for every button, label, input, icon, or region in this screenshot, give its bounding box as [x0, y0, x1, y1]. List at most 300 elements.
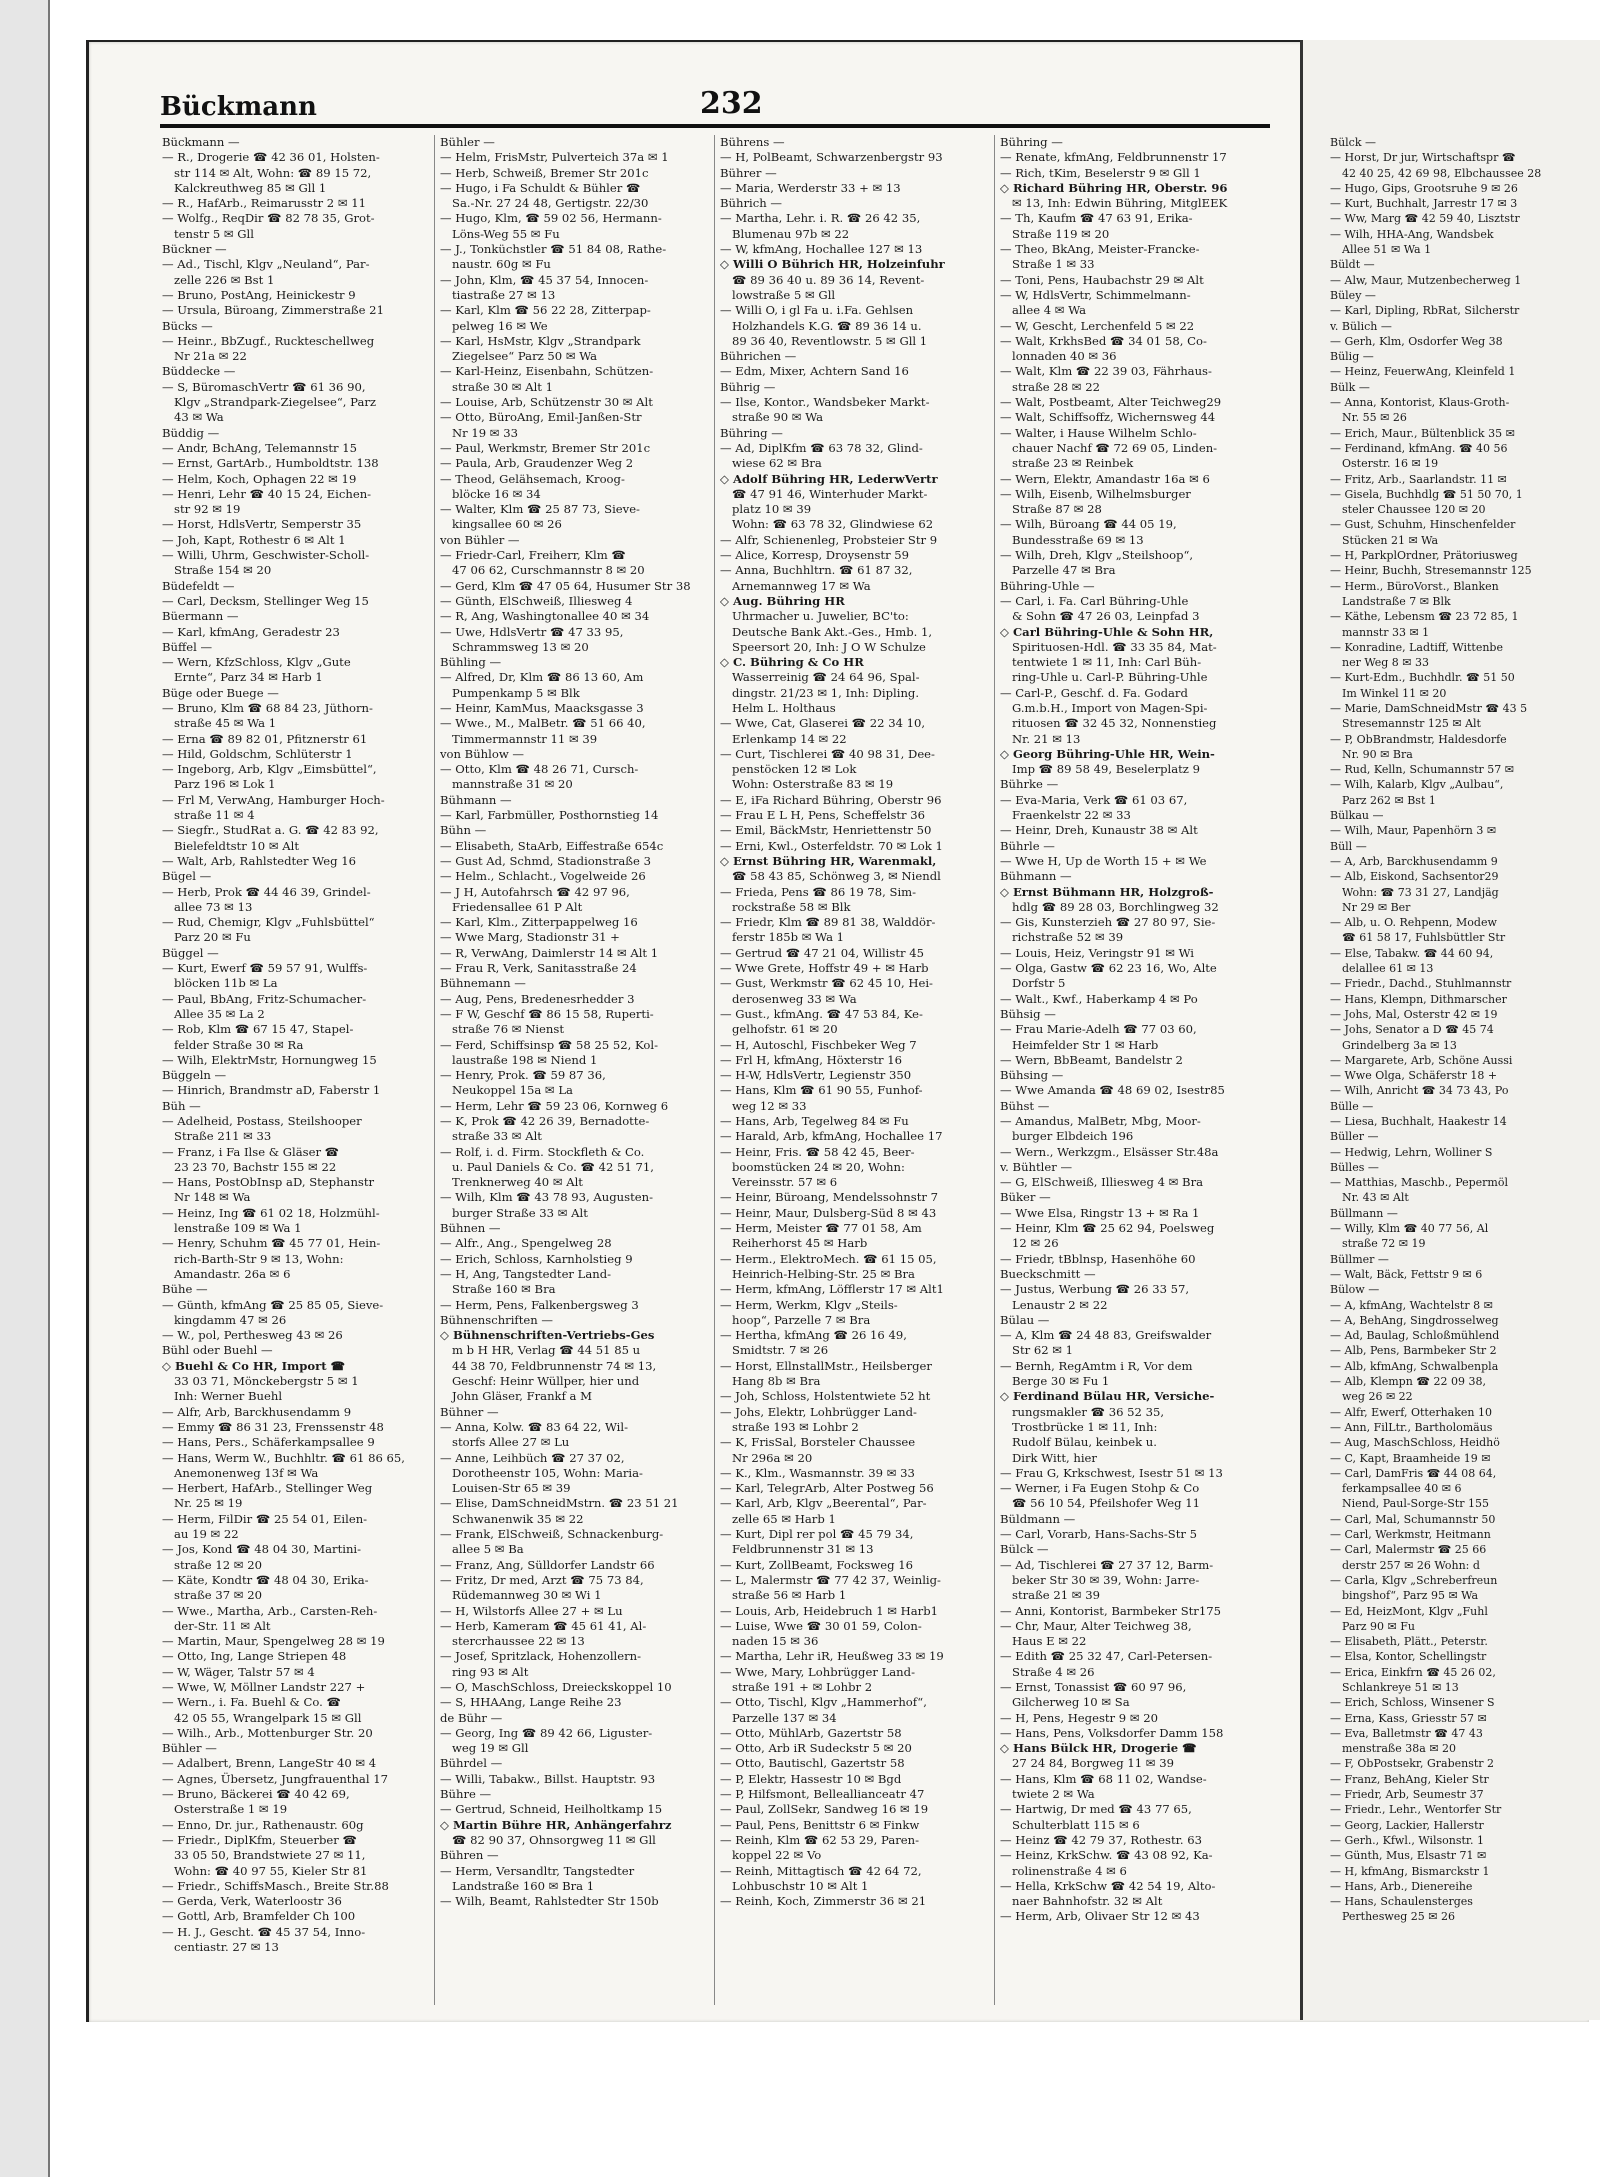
directory-line: Osterstr. 16 ✉ 19: [1342, 457, 1439, 471]
directory-line: — Hugo, Klm, ☎ 59 02 56, Hermann-: [440, 211, 662, 226]
directory-line: — Frau Marie-Adelh ☎ 77 03 60,: [1000, 1022, 1197, 1037]
directory-line: — Hedwig, Lehrn, Wolliner S: [1330, 1145, 1493, 1159]
directory-line: — Otto, Tischl, Klgv „Hammerhof“,: [720, 1695, 927, 1710]
directory-line: m b H HR, Verlag ☎ 44 51 85 u: [452, 1343, 641, 1358]
directory-line: — Wern., i. Fa. Buehl & Co. ☎: [162, 1695, 341, 1710]
directory-line: — Georg, Ing ☎ 89 42 66, Liguster-: [440, 1725, 653, 1740]
directory-line: — Gerh., Kfwl., Wilsonstr. 1: [1330, 1833, 1484, 1847]
directory-line: — Karl, kfmAng, Geradestr 23: [162, 624, 340, 639]
directory-line: Schrammsweg 13 ✉ 20: [452, 639, 589, 654]
column-5: [1330, 135, 1595, 2005]
directory-line: Bülau —: [1000, 1312, 1050, 1327]
directory-line: Büffel —: [162, 639, 213, 654]
directory-line: menstraße 38a ✉ 20: [1342, 1742, 1457, 1756]
directory-line: ☎ 56 10 54, Pfeilshofer Weg 11: [1012, 1496, 1200, 1511]
directory-line: straße 33 ✉ Alt: [452, 1129, 542, 1144]
directory-line: — A, kfmAng, Wachtelstr 8 ✉: [1330, 1298, 1493, 1312]
directory-line: — Hartwig, Dr med ☎ 43 77 65,: [1000, 1802, 1192, 1817]
directory-line: — Alfr, Schienenleg, Probsteier Str 9: [720, 532, 938, 547]
directory-line: Imp ☎ 89 58 49, Beselerplatz 9: [1012, 762, 1200, 777]
directory-line: — Enno, Dr. jur., Rathenaustr. 60g: [162, 1817, 364, 1832]
directory-line: — O, MaschSchloss, Dreieckskoppel 10: [440, 1679, 672, 1694]
directory-line: — P, Elektr, Hassestr 10 ✉ Bgd: [720, 1771, 902, 1786]
directory-line: — Agnes, Übersetz, Jungfrauenthal 17: [162, 1771, 388, 1786]
directory-line: — Louis, Heiz, Veringstr 91 ✉ Wi: [1000, 945, 1195, 960]
directory-line: — H, Pens, Hegestr 9 ✉ 20: [1000, 1710, 1158, 1725]
directory-line: — Wwe H, Up de Worth 15 + ✉ We: [1000, 853, 1207, 868]
directory-line: — A, BehAng, Singdrosselweg: [1330, 1313, 1499, 1327]
directory-line: — Wolfg., ReqDir ☎ 82 78 35, Grot-: [162, 211, 375, 226]
directory-line: — Karl, TelegrArb, Alter Postweg 56: [720, 1481, 934, 1496]
directory-line: — Wilh., Arb., Mottenburger Str. 20: [162, 1725, 373, 1740]
directory-line: — Siegfr., StudRat a. G. ☎ 42 83 92,: [162, 823, 379, 838]
directory-line: — W., pol, Perthesweg 43 ✉ 26: [162, 1328, 343, 1343]
directory-line: Bühmann —: [1000, 869, 1072, 884]
directory-line: — Werner, i Fa Eugen Stohp & Co: [1000, 1481, 1200, 1496]
directory-line: u. Paul Daniels & Co. ☎ 42 51 71,: [452, 1159, 654, 1174]
directory-line: Heimfelder Str 1 ✉ Harb: [1012, 1037, 1159, 1052]
directory-line: — Alb, u. O. Rehpenn, Modew: [1330, 916, 1497, 930]
directory-line: — Emil, BäckMstr, Henriettenstr 50: [720, 823, 932, 838]
directory-line: straße 90 ✉ Wa: [732, 410, 824, 425]
directory-line: Lenaustr 2 ✉ 22: [1012, 1297, 1108, 1312]
directory-line: Bücks —: [162, 318, 213, 333]
directory-line: Bühmann —: [440, 792, 512, 807]
directory-line: Stücken 21 ✉ Wa: [1342, 533, 1439, 547]
directory-line: centiastr. 27 ✉ 13: [174, 1940, 279, 1955]
directory-line: Nr. 55 ✉ 26: [1342, 411, 1407, 425]
directory-line: Trenknerweg 40 ✉ Alt: [452, 1175, 583, 1190]
directory-line: Bühring —: [720, 425, 783, 440]
directory-line: — Anna, Kontorist, Klaus-Groth-: [1330, 396, 1510, 410]
directory-line: ◇ Willi O Bührich HR, Holzeinfuhr: [720, 257, 945, 272]
directory-line: — Friedr., SchiffsMasch., Breite Str.88: [162, 1878, 389, 1893]
directory-line: gelhofstr. 61 ✉ 20: [732, 1022, 838, 1037]
directory-line: Straße 154 ✉ 20: [174, 563, 272, 578]
directory-line: — Martha, Lehr iR, Heußweg 33 ✉ 19: [720, 1649, 944, 1664]
directory-line: — P, ObBrandmstr, Haldesdorfe: [1330, 732, 1507, 746]
directory-line: — Johs, Elektr, Lohbrügger Land-: [720, 1404, 917, 1419]
directory-line: — Ferdinand, kfmAng. ☎ 40 56: [1330, 441, 1508, 455]
directory-line: Büldmann —: [1000, 1511, 1076, 1526]
directory-line: — Hans, Pers., Schäferkampsallee 9: [162, 1435, 375, 1450]
directory-line: ◇ Bühnenschriften-Vertriebs-Ges: [440, 1328, 655, 1343]
directory-line: — Hugo, i Fa Schuldt & Bühler ☎: [440, 180, 641, 195]
directory-line: — Elisabeth, Plätt., Peterstr.: [1330, 1635, 1488, 1649]
directory-line: — Bruno, Klm ☎ 68 84 23, Jüthorn-: [162, 700, 373, 715]
directory-line: — Hans, Werm W., Buchhltr. ☎ 61 86 65,: [162, 1450, 405, 1465]
directory-line: naustr. 60g ✉ Fu: [452, 257, 551, 272]
directory-line: Löns-Weg 55 ✉ Fu: [452, 226, 560, 241]
directory-line: kingsallee 60 ✉ 26: [452, 517, 562, 532]
directory-line: Bühn —: [440, 823, 487, 838]
directory-line: Nr. 43 ✉ Alt: [1342, 1191, 1409, 1205]
directory-line: mannstr 33 ✉ 1: [1342, 625, 1430, 639]
directory-line: Smidtstr. 7 ✉ 26: [732, 1343, 829, 1358]
directory-line: — Erich, Maur., Bültenblick 35 ✉: [1330, 426, 1515, 440]
directory-line: — Heinr, Klm ☎ 25 62 94, Poelsweg: [1000, 1221, 1215, 1236]
directory-line: lonnaden 40 ✉ 36: [1012, 349, 1117, 364]
directory-line: — Frau E L H, Pens, Scheffelstr 36: [720, 808, 926, 823]
directory-line: — Herm, Lehr ☎ 59 23 06, Kornweg 6: [440, 1098, 669, 1113]
directory-line: — Friedr., DiplKfm, Steuerber ☎: [162, 1832, 357, 1847]
directory-line: Bührke —: [1000, 777, 1059, 792]
directory-line: Pumpenkamp 5 ✉ Blk: [452, 685, 580, 700]
directory-line: — Helm., Schlacht., Vogelweide 26: [440, 869, 646, 884]
directory-line: — Rob, Klm ☎ 67 15 47, Stapel-: [162, 1022, 354, 1037]
directory-line: 33 05 50, Brandstwiete 27 ✉ 11,: [174, 1848, 366, 1863]
directory-line: — Theo, BkAng, Meister-Francke-: [1000, 242, 1200, 257]
directory-line: — Bernh, RegAmtm i R, Vor dem: [1000, 1358, 1193, 1373]
directory-line: rockstraße 58 ✉ Blk: [732, 899, 851, 914]
directory-line: — Luise, Wwe ☎ 30 01 59, Colon-: [720, 1618, 922, 1633]
directory-line: Trostbrücke 1 ✉ 11, Inh:: [1012, 1419, 1158, 1434]
directory-line: G.m.b.H., Import von Magen-Spi-: [1012, 700, 1208, 715]
directory-line: — Herb, Schweiß, Bremer Str 201c: [440, 165, 649, 180]
directory-line: — Friedr., Lehr., Wentorfer Str: [1330, 1803, 1502, 1817]
directory-line: Wasserreinig ☎ 24 64 96, Spal-: [732, 670, 920, 685]
directory-line: Bühler —: [162, 1741, 217, 1756]
directory-line: — Hans, Schaulensterges: [1330, 1895, 1473, 1909]
directory-line: 42 40 25, 42 69 98, Elbchaussee 28: [1342, 166, 1542, 180]
directory-line: — Frieda, Pens ☎ 86 19 78, Sim-: [720, 884, 917, 899]
directory-line: — Paula, Arb, Graudenzer Weg 2: [440, 456, 634, 471]
directory-line: straße 12 ✉ 20: [174, 1557, 262, 1572]
directory-line: ◇ Ferdinand Bülau HR, Versiche-: [1000, 1389, 1215, 1404]
directory-line: — Erica, Einkfrn ☎ 45 26 02,: [1330, 1665, 1496, 1679]
directory-line: 27 24 84, Borgweg 11 ✉ 39: [1012, 1756, 1174, 1771]
directory-line: beker Str 30 ✉ 39, Wohn: Jarre-: [1012, 1572, 1200, 1587]
directory-line: Büermann —: [162, 609, 239, 624]
directory-line: Louisen-Str 65 ✉ 39: [452, 1481, 571, 1496]
directory-line: ◇ Richard Bühring HR, Oberstr. 96: [1000, 180, 1228, 195]
directory-line: — Ilse, Kontor., Wandsbeker Markt-: [720, 395, 930, 410]
directory-line: — K, Prok ☎ 42 26 39, Bernadotte-: [440, 1114, 650, 1128]
directory-line: Rüdemannweg 30 ✉ Wi 1: [452, 1588, 602, 1603]
directory-line: Landstraße 160 ✉ Bra 1: [452, 1878, 595, 1893]
directory-line: — Hild, Goldschm, Schlüterstr 1: [162, 746, 353, 761]
directory-line: Bügel —: [162, 869, 212, 884]
directory-line: Neukoppel 15a ✉ La: [452, 1083, 573, 1098]
directory-line: — Herm, Meister ☎ 77 01 58, Am: [720, 1221, 922, 1236]
directory-line: Allee 35 ✉ La 2: [174, 1006, 265, 1021]
directory-line: — Erni, Kwl., Osterfeldstr. 70 ✉ Lok 1: [720, 838, 943, 853]
directory-line: Parz 20 ✉ Fu: [174, 930, 251, 945]
directory-line: Parzelle 137 ✉ 34: [732, 1710, 837, 1725]
directory-line: — Friedr, Klm ☎ 89 81 38, Walddör-: [720, 915, 936, 930]
directory-line: — Carl, DamFris ☎ 44 08 64,: [1330, 1466, 1497, 1480]
directory-line: — Friedr, Arb, Seumestr 37: [1330, 1788, 1484, 1802]
directory-line: Bülck —: [1000, 1542, 1049, 1557]
directory-line: — Gerh, Klm, Osdorfer Weg 38: [1330, 334, 1503, 348]
directory-line: — Herb, Kameram ☎ 45 61 41, Al-: [440, 1618, 647, 1633]
directory-line: laustraße 198 ✉ Niend 1: [452, 1052, 598, 1067]
page-number: 232: [700, 86, 763, 121]
directory-line: Sa.-Nr. 27 24 48, Gertigstr. 22/30: [452, 196, 649, 211]
directory-line: — H, Wilstorfs Allee 27 + ✉ Lu: [440, 1603, 623, 1618]
directory-line: 33 03 71, Mönckebergstr 5 ✉ 1: [174, 1374, 359, 1389]
directory-line: ferstr 185b ✉ Wa 1: [732, 930, 845, 945]
directory-line: — Anni, Kontorist, Barmbeker Str175: [1000, 1603, 1221, 1618]
directory-line: — Hinrich, Brandmstr aD, Faberstr 1: [162, 1083, 381, 1098]
directory-line: — Rich, tKim, Beselerstr 9 ✉ Gll 1: [1000, 165, 1201, 180]
directory-line: Inh: Werner Buehl: [174, 1389, 283, 1404]
directory-line: Wohn: ☎ 73 31 27, Landjäg: [1342, 885, 1499, 899]
directory-line: — Herm., BüroVorst., Blanken: [1330, 579, 1499, 593]
directory-line: v. Bülich —: [1330, 319, 1392, 333]
directory-line: — Aug, Pens, Bredenesrhedder 3: [440, 991, 635, 1006]
directory-line: str 92 ✉ 19: [174, 502, 241, 517]
directory-line: — Wwe., M., MalBetr. ☎ 51 66 40,: [440, 716, 646, 731]
directory-line: — Hans, Arb., Dienereihe: [1330, 1879, 1473, 1893]
directory-line: 43 ✉ Wa: [174, 410, 224, 425]
directory-line: Berge 30 ✉ Fu 1: [1012, 1374, 1110, 1389]
directory-line: Bühner —: [440, 1404, 499, 1419]
directory-line: derosenweg 33 ✉ Wa: [732, 991, 857, 1006]
directory-line: hoop“, Parzelle 7 ✉ Bra: [732, 1312, 871, 1327]
directory-line: — Louise, Arb, Schützenstr 30 ✉ Alt: [440, 395, 653, 410]
directory-line: — Herm, kfmAng, Löfflerstr 17 ✉ Alt1: [720, 1282, 944, 1297]
directory-line: blöcke 16 ✉ 34: [452, 486, 541, 501]
column-divider: [994, 135, 995, 2005]
directory-line: — Karl, Arb, Klgv „Beerental“, Par-: [720, 1496, 927, 1511]
directory-line: — Andr, BchAng, Telemannstr 15: [162, 440, 357, 455]
directory-line: — H. J., Gescht. ☎ 45 37 54, Inno-: [162, 1924, 366, 1939]
directory-line: Bülle —: [1330, 1099, 1374, 1113]
directory-line: straße 193 ✉ Lohbr 2: [732, 1419, 859, 1434]
directory-line: — Heinr, Büroang, Mendelssohnstr 7: [720, 1190, 938, 1205]
directory-line: — Ad, Tischlerei ☎ 27 37 12, Barm-: [1000, 1557, 1214, 1572]
directory-line: ☎ 61 58 17, Fuhlsbüttler Str: [1342, 931, 1506, 945]
directory-line: — Franz, BehAng, Kieler Str: [1330, 1772, 1489, 1786]
directory-line: Nr 29 ✉ Ber: [1342, 900, 1411, 914]
directory-line: Büge oder Buege —: [162, 685, 279, 700]
directory-line: — Willi O, i gl Fa u. i.Fa. Gehlsen: [720, 303, 914, 318]
directory-line: — Herm, Versandltr, Tangstedter: [440, 1863, 635, 1878]
directory-line: Feldbrunnenstr 31 ✉ 13: [732, 1542, 874, 1557]
directory-line: — Alb, Klempn ☎ 22 09 38,: [1330, 1375, 1486, 1389]
directory-line: — Ad., Tischl, Klgv „Neuland“, Par-: [162, 257, 370, 272]
directory-line: — Wwe Amanda ☎ 48 69 02, Isestr85: [1000, 1083, 1225, 1098]
directory-line: — Wilh, Dreh, Klgv „Steilshoop“,: [1000, 548, 1194, 563]
directory-line: — Walt, Postbeamt, Alter Teichweg29: [1000, 395, 1222, 410]
directory-line: — L, Malermstr ☎ 77 42 37, Weinlig-: [720, 1572, 941, 1587]
directory-line: — Ed, HeizMont, Klgv „Fuhl: [1330, 1604, 1488, 1618]
directory-line: — Th, Kaufm ☎ 47 63 91, Erika-: [1000, 211, 1193, 226]
directory-line: — Alb, kfmAng, Schwalbenpla: [1330, 1359, 1499, 1373]
directory-line: — Walt, Arb, Rahlstedter Weg 16: [162, 853, 356, 868]
directory-line: Spirituosen-Hdl. ☎ 33 35 84, Mat-: [1012, 639, 1217, 654]
directory-line: — Liesa, Buchhalt, Haakestr 14: [1330, 1115, 1507, 1128]
directory-line: Bülles —: [1330, 1160, 1379, 1174]
directory-line: — Henry, Prok. ☎ 59 87 36,: [440, 1068, 606, 1083]
directory-line: — W, Gescht, Lerchenfeld 5 ✉ 22: [1000, 318, 1195, 333]
directory-line: — Alw, Maur, Mutzenbecherweg 1: [1330, 273, 1522, 287]
directory-line: — Carl, Decksm, Stellinger Weg 15: [162, 593, 369, 608]
directory-line: Bueckschmitt —: [1000, 1266, 1096, 1281]
directory-line: — Helm, FrisMstr, Pulverteich 37a ✉ 1: [440, 150, 669, 165]
directory-line: — Harald, Arb, kfmAng, Hochallee 17: [720, 1129, 943, 1144]
directory-line: wiese 62 ✉ Bra: [732, 456, 822, 471]
directory-line: — Herm, FilDir ☎ 25 54 01, Eilen-: [162, 1511, 368, 1526]
directory-line: — Jos, Kond ☎ 48 04 30, Martini-: [162, 1542, 362, 1557]
directory-line: — Wwe Marg, Stadionstr 31 +: [440, 930, 620, 945]
directory-line: — Paul, Pens, Benittstr 6 ✉ Finkw: [720, 1817, 920, 1832]
directory-line: — Herm., ElektroMech. ☎ 61 15 05,: [720, 1251, 937, 1266]
directory-line: naer Bahnhofstr. 32 ✉ Alt: [1012, 1894, 1163, 1909]
directory-line: — Frau G, Krkschwest, Isestr 51 ✉ 13: [1000, 1465, 1223, 1480]
directory-line: Gilcherweg 10 ✉ Sa: [1012, 1695, 1130, 1710]
header-rule: [160, 124, 1270, 128]
directory-line: — Otto, Klm ☎ 48 26 71, Cursch-: [440, 762, 639, 777]
directory-line: ◇ Hans Bülck HR, Drogerie ☎: [1000, 1741, 1197, 1756]
directory-line: — Walt., Kwf., Haberkamp 4 ✉ Po: [1000, 991, 1198, 1006]
directory-line: — Olga, Gastw ☎ 62 23 16, Wo, Alte: [1000, 961, 1217, 976]
directory-line: von Bühlow —: [440, 746, 525, 761]
directory-line: steler Chaussee 120 ✉ 20: [1342, 503, 1486, 517]
directory-line: — Walt, Schiffsoffz, Wichernsweg 44: [1000, 410, 1216, 425]
directory-line: — Adalbert, Brenn, LangeStr 40 ✉ 4: [162, 1756, 377, 1771]
directory-line: ◇ Ernst Bühmann HR, Holzgroß-: [1000, 884, 1214, 899]
directory-line: straße 23 ✉ Reinbek: [1012, 456, 1134, 471]
directory-line: — Hertha, kfmAng ☎ 26 16 49,: [720, 1328, 907, 1343]
directory-line: — Gerda, Verk, Waterloostr 36: [162, 1894, 342, 1909]
directory-line: stercrhaussee 22 ✉ 13: [452, 1634, 585, 1649]
directory-line: — Reinh, Koch, Zimmerstr 36 ✉ 21: [720, 1894, 927, 1909]
directory-line: — Erna ☎ 89 82 01, Pfitznerstr 61: [162, 731, 368, 746]
directory-line: 12 ✉ 26: [1012, 1236, 1059, 1251]
directory-line: Bielefeldtstr 10 ✉ Alt: [174, 838, 300, 853]
directory-line: — Horst, EllnstallMstr., Heilsberger: [720, 1358, 932, 1373]
directory-line: — Elise, DamSchneidMstrn. ☎ 23 51 21: [440, 1496, 679, 1511]
directory-line: — Ann, FilLtr., Bartholomäus: [1330, 1420, 1493, 1434]
directory-line: — Ad, DiplKfm ☎ 63 78 32, Glind-: [720, 440, 923, 455]
directory-line: Erlenkamp 14 ✉ 22: [732, 731, 847, 746]
directory-line: — Joh, Kapt, Rothestr 6 ✉ Alt 1: [162, 532, 346, 547]
directory-line: Anemonenweg 13f ✉ Wa: [174, 1465, 319, 1480]
directory-line: — Georg, Lackier, Hallerstr: [1330, 1818, 1484, 1832]
directory-line: — S, BüromaschVertr ☎ 61 36 90,: [162, 379, 366, 394]
directory-line: Bührle —: [1000, 838, 1055, 853]
directory-line: — Emmy ☎ 86 31 23, Frenssenstr 48: [162, 1419, 384, 1434]
directory-line: — Wwe Elsa, Ringstr 13 + ✉ Ra 1: [1000, 1205, 1200, 1220]
directory-line: — Wwe, Cat, Glaserei ☎ 22 34 10,: [720, 716, 926, 731]
directory-line: — Heinz, KrkSchw. ☎ 43 08 92, Ka-: [1000, 1848, 1213, 1863]
directory-line: derstr 257 ✉ 26 Wohn: d: [1342, 1558, 1480, 1572]
directory-line: — Herbert, HafArb., Stellinger Weg: [162, 1481, 373, 1496]
directory-line: — Frl M, VerwAng, Hamburger Hoch-: [162, 792, 385, 807]
directory-line: 44 38 70, Feldbrunnenstr 74 ✉ 13,: [452, 1358, 657, 1373]
directory-line: au 19 ✉ 22: [174, 1527, 239, 1542]
directory-line: Nr. 21 ✉ 13: [1012, 731, 1081, 746]
directory-line: — Justus, Werbung ☎ 26 33 57,: [1000, 1282, 1190, 1297]
directory-line: — Heinz, Ing ☎ 61 02 18, Holzmühl-: [162, 1205, 380, 1220]
directory-line: — Wilh, ElektrMstr, Hornungweg 15: [162, 1052, 377, 1067]
directory-line: straße 30 ✉ Alt 1: [452, 379, 553, 394]
directory-line: — Willi, Uhrm, Geschwister-Scholl-: [162, 548, 370, 563]
directory-line: — Hans, Arb, Tegelweg 84 ✉ Fu: [720, 1114, 909, 1128]
column-1: [162, 135, 432, 2005]
directory-line: Speersort 20, Inh: J O W Schulze: [732, 639, 926, 654]
directory-line: — Carl, Vorarb, Hans-Sachs-Str 5: [1000, 1527, 1198, 1542]
directory-line: 47 06 62, Curschmannstr 8 ✉ 20: [452, 563, 645, 578]
directory-line: Bülk —: [1330, 380, 1370, 394]
directory-line: — Erna, Kass, Griesstr 57 ✉: [1330, 1711, 1487, 1725]
directory-line: Bührdel —: [440, 1756, 503, 1771]
directory-line: — Gertrud, Schneid, Heilholtkamp 15: [440, 1802, 663, 1817]
directory-line: Helm L. Holthaus: [732, 700, 836, 715]
directory-line: — Günth, Mus, Elsastr 71 ✉: [1330, 1849, 1487, 1863]
directory-line: Arnemannweg 17 ✉ Wa: [732, 578, 871, 593]
directory-line: — A, Arb, Barckhusendamm 9: [1330, 854, 1498, 868]
directory-line: Büller —: [1330, 1130, 1379, 1144]
directory-line: Kalckreuthweg 85 ✉ Gll 1: [174, 180, 327, 195]
directory-line: Bühsig —: [1000, 1006, 1056, 1021]
directory-line: Straße 87 ✉ 28: [1012, 502, 1102, 517]
directory-line: — Franz, Ang, Sülldorfer Landstr 66: [440, 1557, 655, 1572]
directory-line: — Anna, Kolw. ☎ 83 64 22, Wil-: [440, 1419, 628, 1434]
directory-line: ◇ Martin Bühre HR, Anhängerfahrz: [440, 1817, 672, 1832]
column-2: [440, 135, 710, 2005]
directory-line: — Carla, Klgv „Schreberfreun: [1330, 1573, 1498, 1587]
directory-line: — Henri, Lehr ☎ 40 15 24, Eichen-: [162, 486, 372, 501]
directory-line: — Rolf, i. d. Firm. Stockfleth & Co.: [440, 1144, 645, 1159]
directory-line: Büdefeldt —: [162, 578, 235, 593]
directory-line: weg 26 ✉ 22: [1342, 1390, 1413, 1404]
directory-line: — Paul, Werkmstr, Bremer Str 201c: [440, 440, 651, 455]
directory-line: Wohn: ☎ 40 97 55, Kieler Str 81: [174, 1863, 368, 1878]
directory-line: — Paul, ZollSekr, Sandweg 16 ✉ 19: [720, 1802, 929, 1817]
directory-line: — Rud, Chemigr, Klgv „Fuhlsbüttel“: [162, 915, 375, 930]
directory-line: — Josef, Spritzlack, Hohenzollern-: [440, 1649, 642, 1664]
directory-line: zelle 226 ✉ Bst 1: [174, 272, 275, 287]
directory-line: — Wilh, Anricht ☎ 34 73 43, Po: [1330, 1084, 1509, 1098]
directory-line: Büggel —: [162, 945, 219, 960]
directory-line: — J H, Autofahrsch ☎ 42 97 96,: [440, 884, 630, 899]
directory-line: — Karl, Klm., Zitterpappelweg 16: [440, 915, 638, 930]
directory-line: ◇ C. Bühring & Co HR: [720, 655, 864, 670]
directory-line: — Wwe Olga, Schäferstr 18 +: [1330, 1069, 1498, 1083]
directory-line: Nr 148 ✉ Wa: [174, 1190, 251, 1205]
directory-line: — Ad, Baulag, Schloßmühlend: [1330, 1329, 1500, 1343]
directory-line: Niend, Paul-Sorge-Str 155: [1342, 1497, 1489, 1511]
directory-line: — Renate, kfmAng, Feldbrunnenstr 17: [1000, 150, 1227, 165]
directory-line: Klgv „Strandpark-Ziegelsee“, Parz: [174, 395, 377, 410]
directory-line: Bülig —: [1330, 350, 1374, 364]
directory-line: — Edm, Mixer, Achtern Sand 16: [720, 364, 909, 379]
directory-line: Blumenau 97b ✉ 22: [732, 226, 850, 241]
directory-line: — Chr, Maur, Alter Teichweg 38,: [1000, 1618, 1192, 1633]
directory-line: — Karl, Klm ☎ 56 22 28, Zitterpap-: [440, 303, 651, 318]
directory-line: Bühl oder Buehl —: [162, 1343, 273, 1358]
directory-line: — Ernst, Tonassist ☎ 60 97 96,: [1000, 1679, 1187, 1694]
directory-line: Nr. 25 ✉ 19: [174, 1496, 243, 1511]
directory-line: Bühler —: [440, 135, 495, 149]
directory-line: — Aug, MaschSchloss, Heidhö: [1330, 1436, 1500, 1450]
directory-line: — Theod, Gelähsemach, Kroog-: [440, 471, 625, 486]
directory-line: allee 4 ✉ Wa: [1012, 303, 1087, 318]
directory-line: — H-W, HdlsVertr, Legienstr 350: [720, 1068, 912, 1083]
directory-line: Büll —: [1330, 839, 1367, 853]
directory-line: Reiherhorst 45 ✉ Harb: [732, 1236, 868, 1251]
directory-line: & Sohn ☎ 47 26 03, Leinpfad 3: [1012, 609, 1200, 624]
directory-line: — Wwe Grete, Hoffstr 49 + ✉ Harb: [720, 961, 929, 976]
directory-line: Wohn: ☎ 63 78 32, Glindwiese 62: [732, 517, 934, 532]
directory-line: — Horst, Dr jur, Wirtschaftspr ☎: [1330, 151, 1516, 165]
directory-line: — Anna, Buchhltrn. ☎ 61 87 32,: [720, 563, 913, 578]
directory-line: — Reinh, Klm ☎ 62 53 29, Paren-: [720, 1832, 920, 1847]
directory-line: Bühe —: [162, 1282, 208, 1297]
